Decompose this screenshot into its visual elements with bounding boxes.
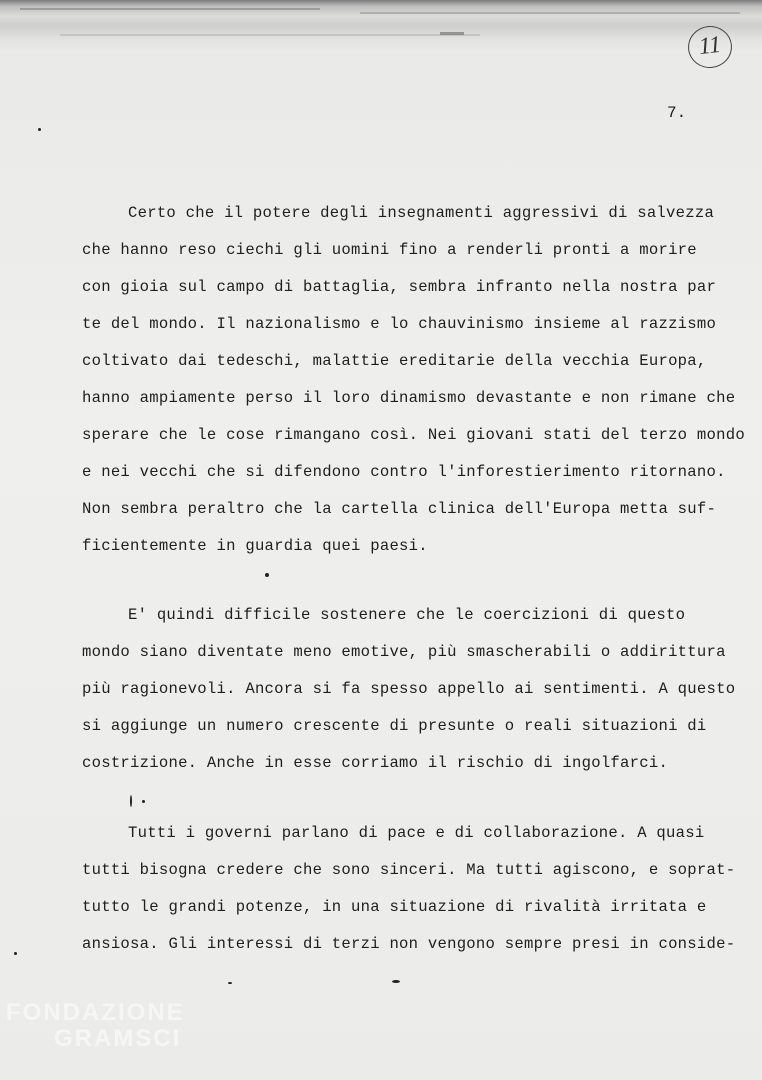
scan-speck: [130, 795, 132, 807]
text-line: con gioia sul campo di battaglia, sembra infranto nella nostra par: [82, 278, 717, 296]
watermark-line-2: GRAMSCI: [54, 1025, 182, 1052]
text-line: e nei vecchi che si difendono contro l'inforestierimento ritornano.: [82, 463, 726, 481]
text-line: costrizione. Anche in esse corriamo il rischio di ingolfarci.: [82, 754, 669, 772]
text-line: ficientemente in guardia quei paesi.: [82, 537, 428, 555]
text-line: si aggiunge un numero crescente di presunte o reali situazioni di: [82, 717, 707, 735]
scan-speck: [14, 952, 17, 955]
scan-speck: [392, 980, 400, 983]
text-line: Non sembra peraltro che la cartella clinica dell'Europa metta suf-: [82, 500, 717, 518]
text-line: tutti bisogna credere che sono sinceri. Ma tutti agiscono, e soprat-: [82, 861, 736, 879]
scan-speck: [265, 573, 269, 577]
text-line: hanno ampiamente perso il loro dinamismo devastante e non rimane che: [82, 389, 736, 407]
text-line: mondo siano diventate meno emotive, più smascherabili o addirittura: [82, 643, 726, 661]
paragraph-3: [82, 815, 736, 963]
text-line: che hanno reso ciechi gli uomini fino a renderli pronti a morire: [82, 241, 697, 259]
paragraph-2: [82, 597, 736, 782]
text-line: te del mondo. Il nazionalismo e lo chauvinismo insieme al razzismo: [82, 315, 717, 333]
text-line: più ragionevoli. Ancora si fa spesso appello ai sentimenti. A questo: [82, 680, 736, 698]
text-line: sperare che le cose rimangano così. Nei giovani stati del terzo mondo: [82, 426, 745, 444]
scan-edge: [0, 0, 762, 52]
archive-watermark: [6, 1000, 266, 1070]
scan-speck: [142, 800, 145, 803]
text-line: Certo che il potere degli insegnamenti aggressivi di salvezza: [128, 204, 715, 222]
scan-speck: [228, 982, 232, 984]
text-line: E' quindi difficile sostenere che le coercizioni di questo: [128, 606, 686, 624]
text-line: tutto le grandi potenze, in una situazione di rivalità irritata e: [82, 898, 707, 916]
text-line: Tutti i governi parlano di pace e di collaborazione. A quasi: [128, 824, 705, 842]
paragraph-1: [82, 195, 745, 565]
archive-number-stamp: 11: [686, 24, 734, 70]
page-number: 7.: [667, 104, 687, 122]
watermark-line-1: FONDAZIONE: [6, 999, 185, 1026]
text-line: coltivato dai tedeschi, malattie ereditarie della vecchia Europa,: [82, 352, 707, 370]
text-line: ansiosa. Gli interessi di terzi non vengono sempre presi in conside-: [82, 935, 736, 953]
scan-speck: [38, 128, 41, 131]
